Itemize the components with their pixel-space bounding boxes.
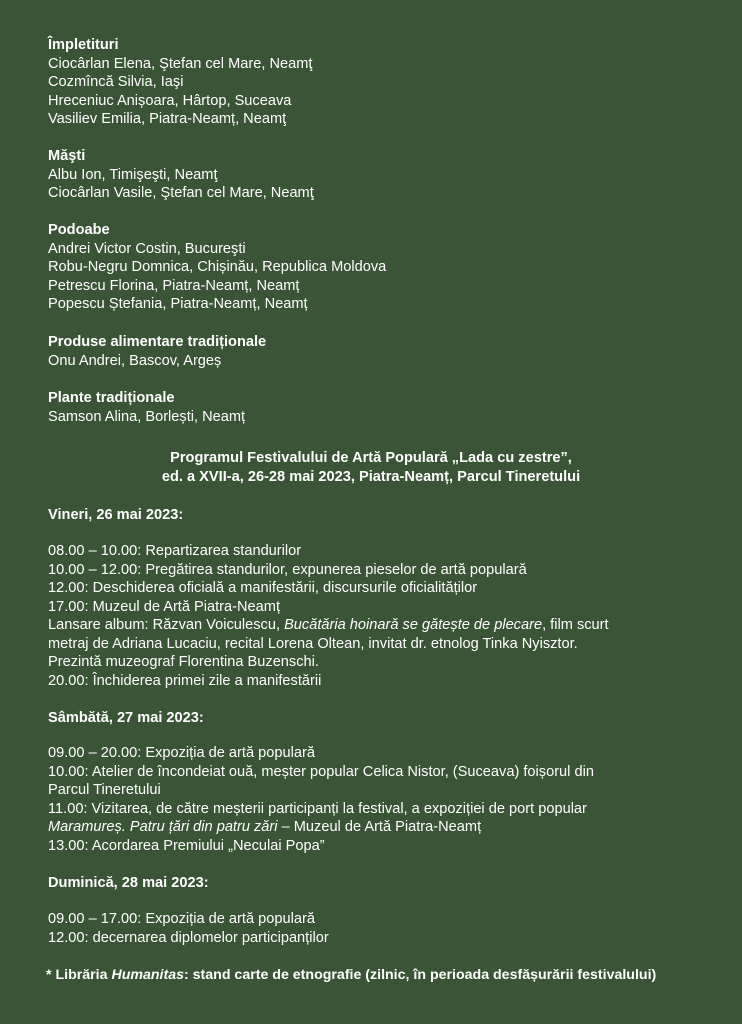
section-podoabe <box>48 221 734 314</box>
day-title: Duminică, 28 mai 2023: <box>48 875 209 891</box>
schedule-line: Prezintă muzeograf Florentina Buzenschi. <box>48 654 319 670</box>
footer-prefix: * Librăria <box>46 967 112 983</box>
artisan-line: Onu Andrei, Bascov, Argeș <box>48 352 222 369</box>
footer-line <box>46 966 738 985</box>
schedule-line: 12.00: Deschiderea oficială a manifestării, discursurile oficialităților <box>48 580 478 596</box>
schedule-line: 09.00 – 20.00: Expoziția de artă populară <box>48 745 315 761</box>
schedule-line: metraj de Adriana Lucaciu, recital Lorena Oltean, invitat dr. etnolog Tinka Nyisztor. <box>48 635 578 652</box>
artisan-line: Ciocârlan Elena, Ştefan cel Mare, Neamţ <box>48 55 313 72</box>
artisan-line: Samson Alina, Borlești, Neamț <box>48 408 246 425</box>
day-title: Sâmbătă, 27 mai 2023: <box>48 710 204 726</box>
artisan-line: Vasiliev Emilia, Piatra-Neamț, Neamţ <box>48 111 287 127</box>
section-impletituri <box>48 36 734 129</box>
section-title: Împletituri <box>48 37 119 53</box>
schedule-sunday <box>48 910 734 947</box>
section-produse-alimentare <box>48 333 734 370</box>
program-heading-line: Programul Festivalului de Artă Populară „Lada cu zestre”, <box>170 450 572 466</box>
schedule-line: 12.00: decernarea diplomelor participanților <box>48 929 329 946</box>
schedule-friday <box>48 542 734 690</box>
album-title: Bucătăria hoinară se gătește de plecare <box>284 617 543 633</box>
schedule-line-exhibition <box>48 818 734 837</box>
album-suffix: , film scurt <box>542 617 609 633</box>
section-masti <box>48 147 734 203</box>
section-title: Podoabe <box>48 222 110 238</box>
schedule-line: 20.00: Închiderea primei zile a manifestării <box>48 672 322 689</box>
schedule-line: 17.00: Muzeul de Artă Piatra-Neamț <box>48 598 280 615</box>
section-title: Produse alimentare tradiționale <box>48 334 267 350</box>
schedule-line: 13.00: Acordarea Premiului „Neculai Popa” <box>48 837 325 854</box>
day-title-saturday <box>48 709 734 728</box>
schedule-line: 08.00 – 10.00: Repartizarea standurilor <box>48 543 302 559</box>
schedule-line: 11.00: Vizitarea, de către meșterii participanți la festival, a expoziției de port popular <box>48 800 587 817</box>
section-title: Plante tradiționale <box>48 390 175 406</box>
album-label: Lansare album: Răzvan Voiculescu, <box>48 617 285 633</box>
footer-note <box>46 966 738 985</box>
artisan-line: Popescu Ștefania, Piatra-Neamț, Neamț <box>48 296 308 312</box>
schedule-line-album <box>48 616 734 635</box>
schedule-line: 10.00: Atelier de încondeiat ouă, meșter popular Celica Nistor, (Suceava) foișorul din <box>48 763 594 780</box>
schedule-line: 10.00 – 12.00: Pregătirea standurilor, expunerea pieselor de artă populară <box>48 561 527 578</box>
artisan-line: Cozmîncă Silvia, Iaşi <box>48 74 184 90</box>
exhibition-title: Maramureș. Patru țări din patru zări <box>48 819 278 835</box>
artisan-line: Hreceniuc Anișoara, Hârtop, Suceava <box>48 92 292 109</box>
day-title-friday <box>48 506 734 525</box>
artisan-line: Robu-Negru Domnica, Chișinău, Republica Moldova <box>48 259 387 275</box>
footer-bookstore: Humanitas <box>111 967 184 983</box>
day-title: Vineri, 26 mai 2023: <box>48 507 184 523</box>
section-title: Măşti <box>48 148 86 164</box>
artisan-line: Andrei Victor Costin, Bucureşti <box>48 240 246 257</box>
schedule-saturday <box>48 744 734 855</box>
artisan-line: Ciocârlan Vasile, Ştefan cel Mare, Neamţ <box>48 185 314 201</box>
program-heading-line: ed. a XVII-a, 26-28 mai 2023, Piatra-Neamț, Parcul Tineretului <box>161 468 581 485</box>
artisan-line: Petrescu Florina, Piatra-Neamț, Neamț <box>48 277 300 294</box>
section-plante-traditionale <box>48 389 734 426</box>
footer-text: : stand carte de etnografie (zilnic, în perioada desfășurării festivalului) <box>183 967 657 983</box>
day-title-sunday <box>48 874 734 893</box>
schedule-line: 09.00 – 17.00: Expoziția de artă populară <box>48 911 315 927</box>
schedule-line: Parcul Tineretului <box>48 782 161 798</box>
program-heading <box>0 449 742 486</box>
artisan-line: Albu Ion, Timişeşti, Neamţ <box>48 166 218 183</box>
exhibition-venue: – Muzeul de Artă Piatra-Neamț <box>277 819 482 835</box>
